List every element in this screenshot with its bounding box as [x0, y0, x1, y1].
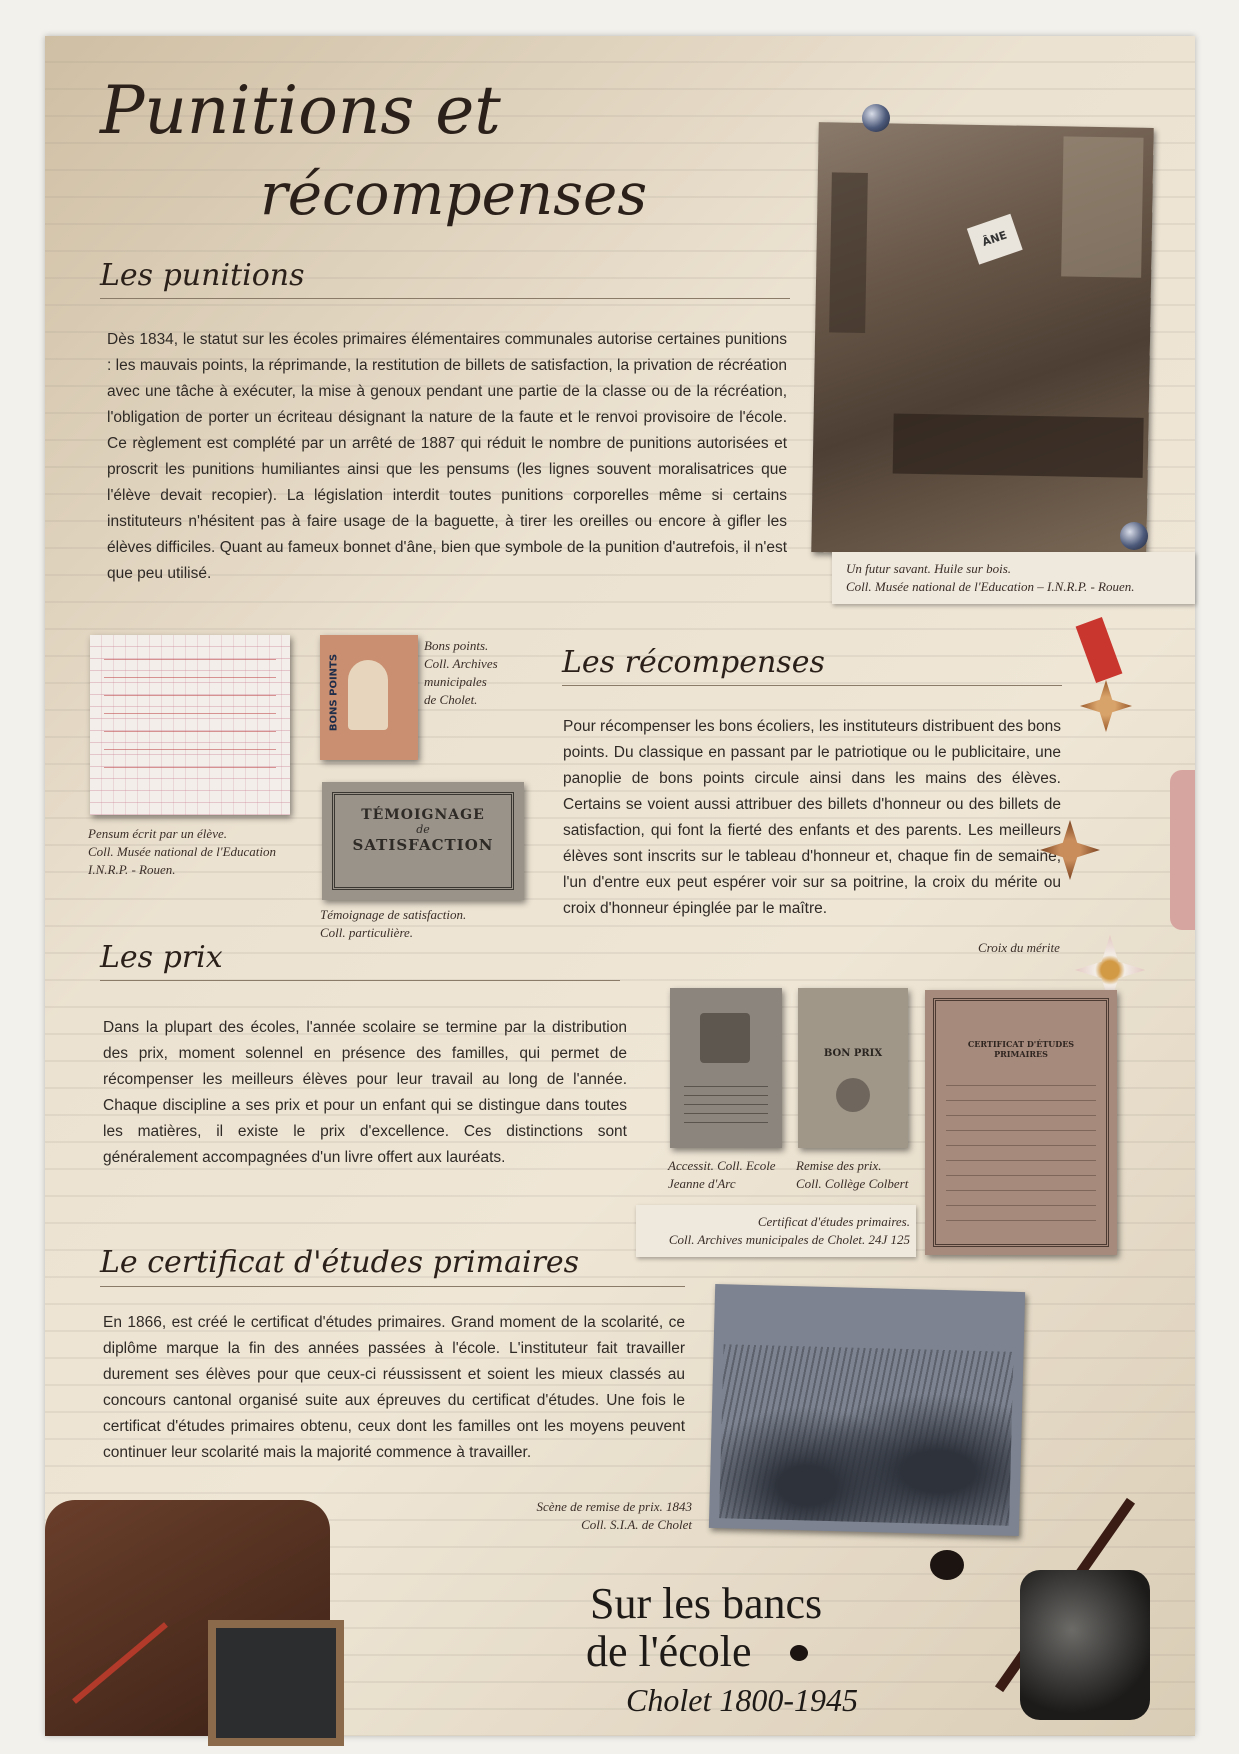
medal-caption: Croix du mérite [978, 940, 1060, 955]
recompenses-text: Pour récompenser les bons écoliers, les instituteurs distribuent des bons points. Du classique en passant par le patriotique ou le publicitaire, une panoplie de bons points circule ainsi dans les mains des élèves. Certains se voient aussi attribuer des billets d'honneur ou des billets de satisfaction, qui font la fierté des enfants et des parents. Les meilleurs élèves sont inscrits sur le tableau d'honneur et, chaque fin de semaine, l'un d'entre eux peut espérer voir sur sa poitrine, la croix du mérite ou croix d'honneur épinglée par le maître. [563, 718, 1061, 917]
section-rule [100, 980, 620, 981]
scene-crowd [719, 1344, 1013, 1526]
pensum-caption: Pensum écrit par un élève. Coll. Musée national de l'Education I.N.R.P. - Rouen. [88, 826, 277, 877]
painting-desks [893, 413, 1144, 477]
bons-points-label: BONS POINTS [328, 653, 340, 732]
section-heading-punitions: Les punitions [100, 258, 305, 293]
temoignage-caption: Témoignage de satisfaction. Coll. particulière. [320, 907, 467, 940]
ink-stain [790, 1645, 808, 1661]
section-heading-prix: Les prix [100, 940, 223, 975]
pink-ribbon [1170, 770, 1195, 930]
section-rule [562, 685, 1062, 686]
scene-engraving [709, 1284, 1025, 1536]
brand-line1: Sur les bancs [590, 1579, 823, 1628]
painting-map [1061, 136, 1143, 277]
pensum-page [90, 635, 290, 815]
accessit-lines [684, 1078, 768, 1128]
bons-points-figure [348, 660, 388, 730]
poster-title-line1: Punitions et [100, 72, 501, 149]
temoignage-card [322, 782, 524, 900]
remise-caption: Remise des prix. Coll. Collège Colbert [796, 1158, 909, 1191]
temoignage-line2: de [416, 823, 430, 836]
inkwell-icon [1020, 1570, 1150, 1720]
pushpin-icon [862, 104, 890, 132]
brand-line3: Cholet 1800-1945 [626, 1682, 858, 1718]
accessit-doc [670, 988, 782, 1148]
ink-stain [930, 1550, 964, 1580]
remise-emblem [836, 1078, 870, 1112]
scene-caption: Scène de remise de prix. 1843 Coll. S.I.A. de Cholet [536, 1499, 692, 1532]
pushpin-icon [1120, 522, 1148, 550]
accessit-emblem [700, 1013, 750, 1063]
temoignage-line1: TÉMOIGNAGE [361, 807, 485, 823]
painting-window [829, 172, 868, 333]
accessit-caption: Accessit. Coll. Ecole Jeanne d'Arc [668, 1158, 776, 1191]
certificat-document [925, 990, 1117, 1255]
section-heading-recompenses: Les récompenses [562, 645, 825, 680]
certificat-border [933, 998, 1109, 1247]
certificat-doc-title: CERTIFICAT D'ÉTUDES PRIMAIRES [967, 1039, 1075, 1059]
section-rule [100, 298, 790, 299]
certificat-doc-caption: Certificat d'études primaires. Coll. Archives municipales de Cholet. 24J 125 [668, 1214, 910, 1247]
remise-doc-text: BON PRIX [823, 1048, 883, 1059]
slate [208, 1620, 344, 1746]
remise-doc [798, 988, 908, 1148]
section-heading-certificat: Le certificat d'études primaires [100, 1245, 580, 1280]
certificat-lines [946, 1071, 1096, 1224]
poster-title-line2: récompenses [260, 160, 648, 228]
brand-line2: de l'école [586, 1627, 752, 1676]
bons-points-caption: Bons points. Coll. Archives municipales de Cholet. [424, 638, 498, 707]
prix-text: Dans la plupart des écoles, l'année scolaire se termine par la distribution des prix, moment solennel en présence des familles, qui permet de récompenser les meilleurs élèves pour leur travail au long de l'année. Chaque discipline a ses prix et pour un enfant qui se distingue dans toutes les matières, il existe le prix d'excellence. Ces distinctions sont généralement accompagnées d'un livre offert aux lauréats. [103, 1019, 627, 1166]
painting-caption: Un futur savant. Huile sur bois. Coll. Musée national de l'Education – I.N.R.P. - Rouen. [846, 561, 1135, 594]
section-rule [100, 1286, 685, 1287]
pensum-handwriting [104, 649, 276, 785]
bons-points-card [320, 635, 418, 760]
punitions-text: Dès 1834, le statut sur les écoles primaires élémentaires communales autorise certaines punitions : les mauvais points, la réprimande, la restitution de billets de satisfaction, la privation de récréation avec une tâche à exécuter, la mise à genoux pendant une partie de la classe ou de la récréation, l'obligation de porter un écriteau désignant la nature de la faute et le renvoi provisoire de l'école. Ce règlement est complété par un arrêté de 1887 qui réduit le nombre de punitions autorisées et proscrit les punitions humiliantes ainsi que les pensums (les lignes souvent moralisatrices que l'élève devait recopier). La législation interdit toutes punitions corporelles même si certains instituteurs n'hésitent pas à faire usage de la baguette, à tirer les oreilles ou encore à gifler les élèves difficiles. Quant au fameux bonnet d'âne, bien que symbole de la punition d'autrefois, il n'est que peu utilisé. [107, 331, 787, 582]
certificat-text: En 1866, est créé le certificat d'études primaires. Grand moment de la scolarité, ce diplôme marque la fin des années passées à l'école. L'instituteur fait travailler durement ses élèves pour que ceux-ci réussissent et soient les mieux classés au concours cantonal organisé suite aux épreuves du certificat d'études. Une fois le certificat d'études primaires obtenu, ceux dont les familles ont les moyens peuvent continuer leur scolarité mais la majorité commence à travailler. [103, 1314, 685, 1461]
painting-futur-savant [811, 122, 1153, 558]
temoignage-line3: SATISFACTION [352, 836, 494, 854]
painting-dunce-cap: ÂNE [967, 214, 1023, 265]
temoignage-frame [332, 792, 514, 890]
